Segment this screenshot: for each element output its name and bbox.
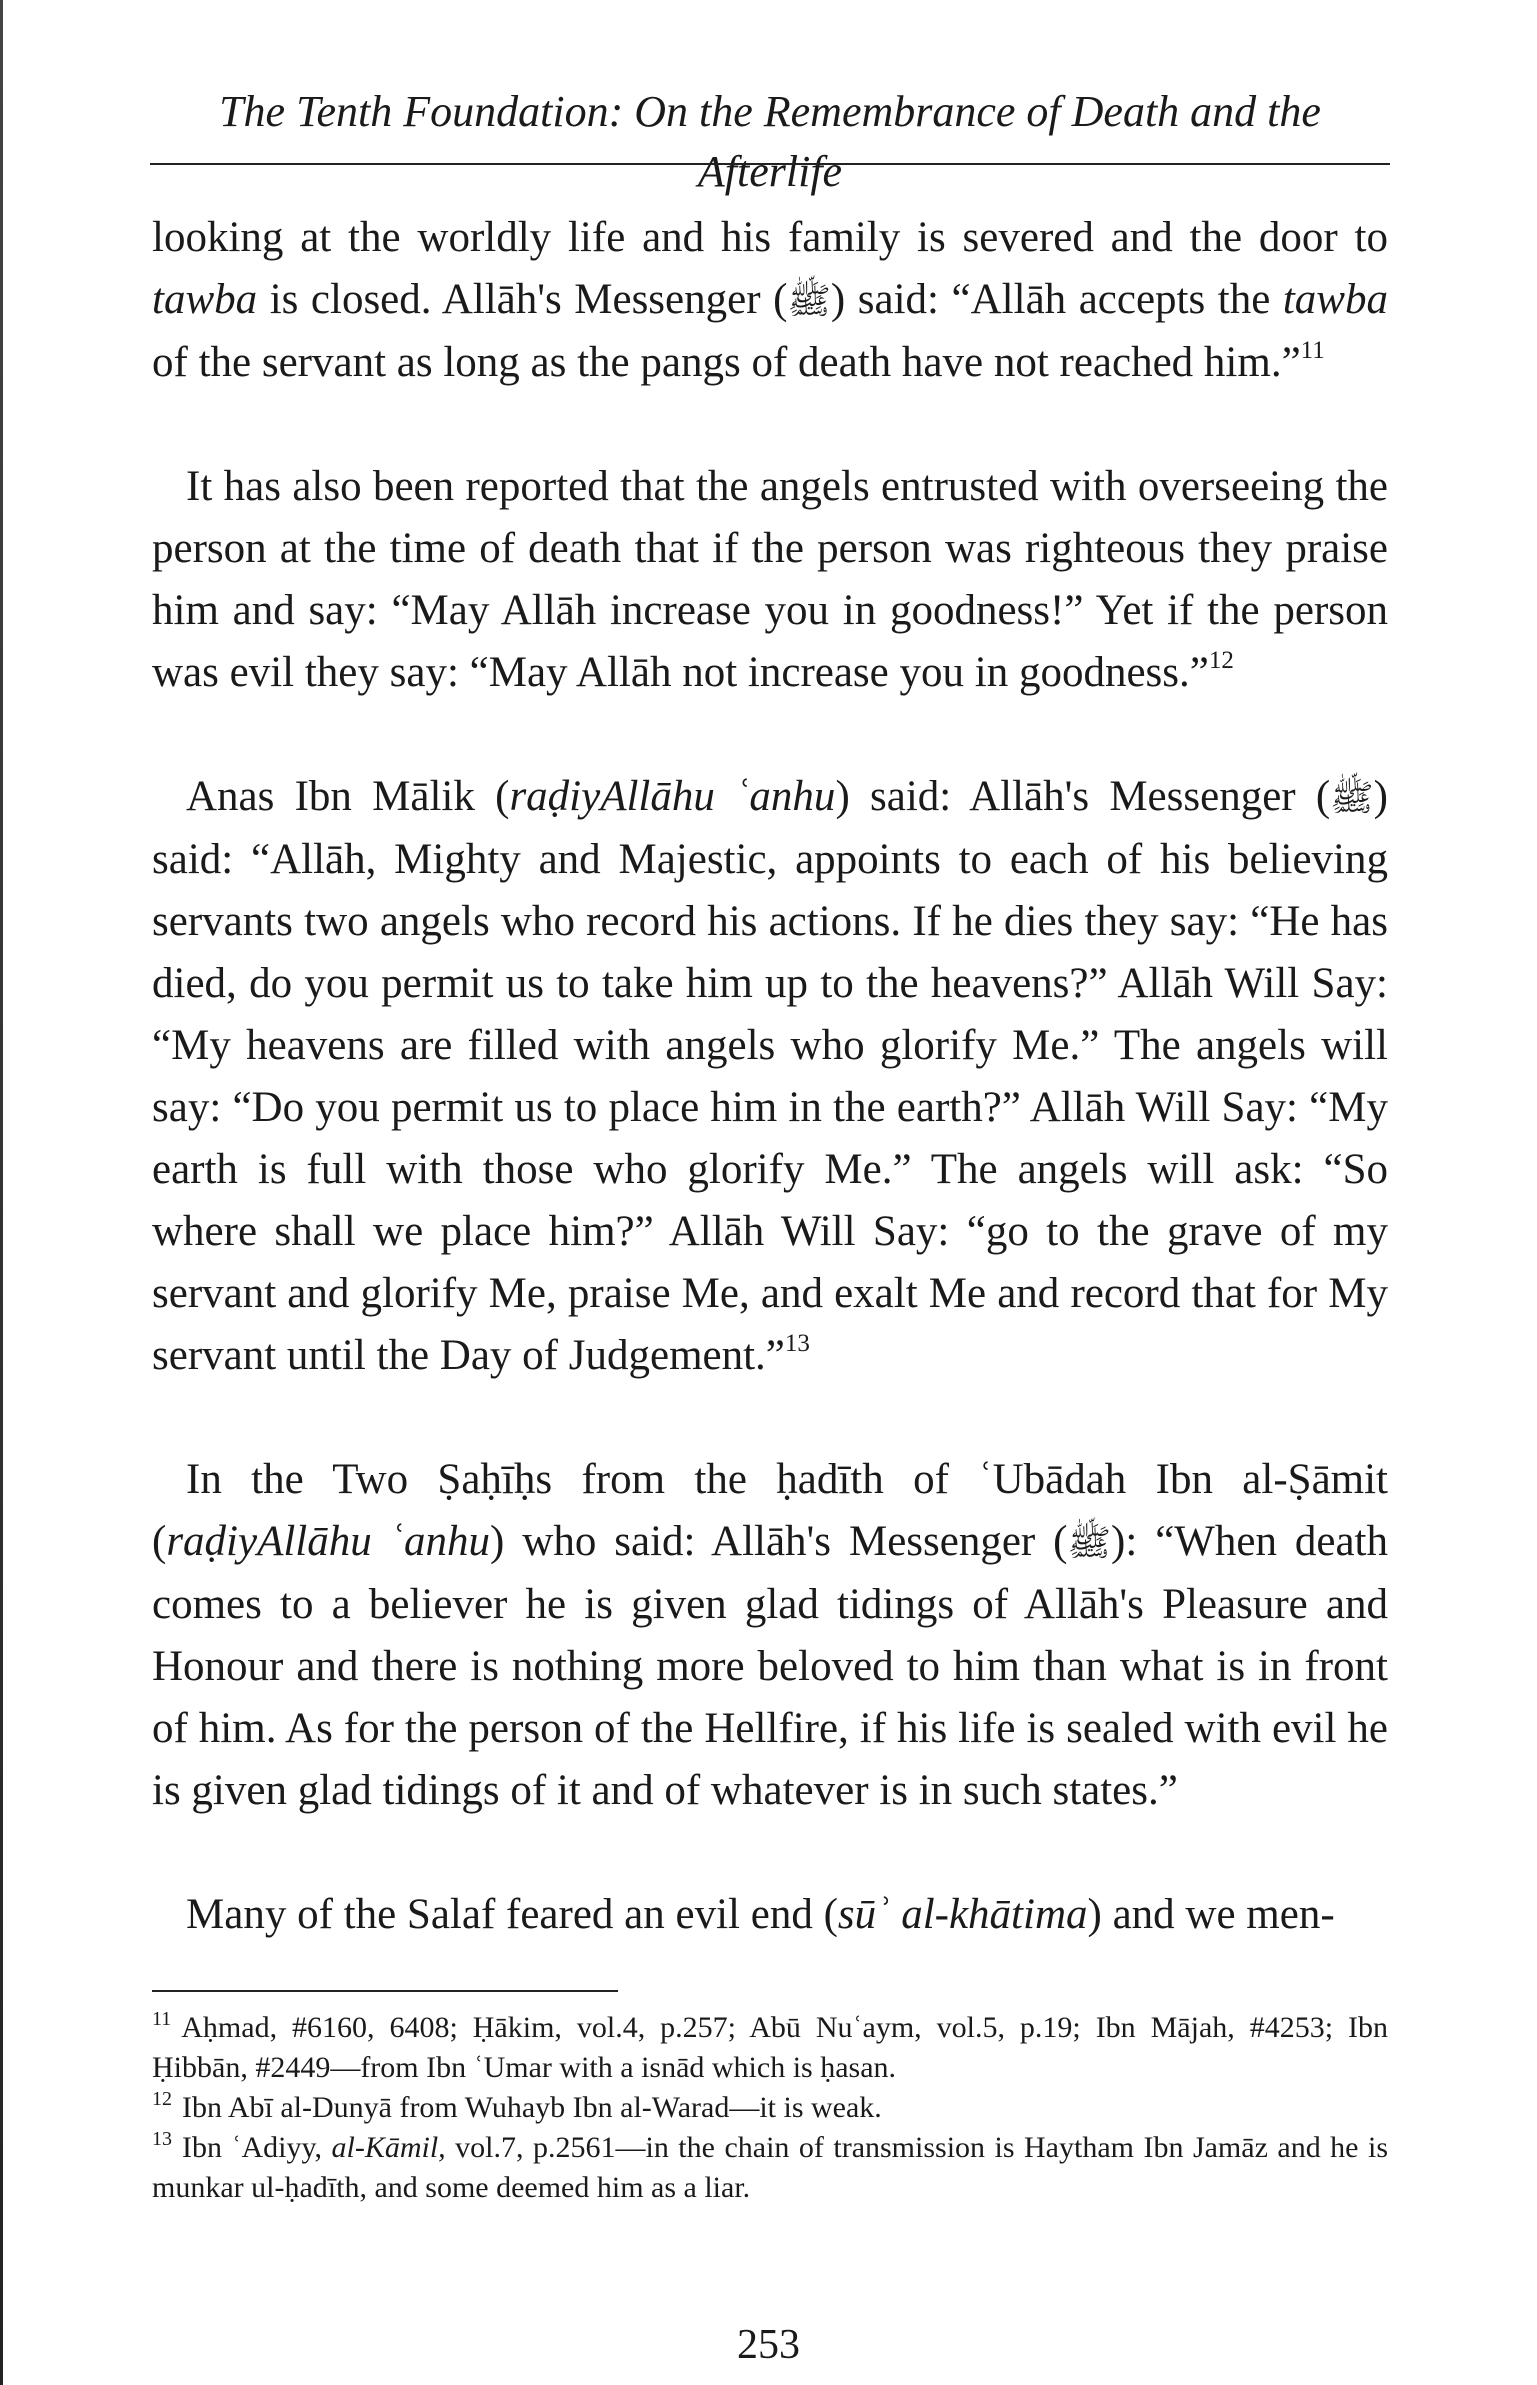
italic-term: sūʾ al-khātima: [837, 1891, 1088, 1938]
footnote-ref-13: 13: [784, 1330, 810, 1357]
page-number: 253: [737, 2322, 800, 2368]
italic-term: raḍiyAllāhu ʿanhu: [509, 773, 836, 820]
text-run: ): “When death comes to a believer he is given glad tidings of Allāh's Pleasure and Honour and there is nothing more beloved to him than what is in front of him. As for the person of the Hellfire, if his life is sealed with evil he is given glad tidings of it and of whatever is in such states.”: [152, 1518, 1389, 1814]
footnote-text: vol.7, p.2561—in the chain of transmission is Haytham Ibn Jamāz and he is munkar ul-ḥadīth, and some deemed him as a liar.: [152, 2131, 1388, 2204]
paragraph-1: [152, 207, 1388, 394]
text-run: ) said: “Allāh accepts the: [830, 276, 1283, 323]
italic-term: raḍiyAllāhu ʿanhu: [166, 1518, 491, 1565]
footnotes: [152, 2008, 1388, 2208]
text-run: It has also been reported that the angels entrusted with overseeing the person at the time of death that if the person was righteous they praise him and say: “May Allāh increase you in goodness!” Yet if the person was evil they say: “May Allāh not increase you in goodness.”: [152, 463, 1388, 696]
text-run: of the servant as long as the pangs of death have not reached him.”: [152, 339, 1301, 386]
paragraph-2: [152, 456, 1388, 704]
footnote-13: [152, 2128, 1388, 2208]
text-run: is closed. Allāh's Messenger (: [257, 276, 788, 323]
italic-term: tawba: [152, 276, 258, 323]
italic-term: tawba: [1282, 276, 1388, 323]
italic-title: al-Kāmil,: [331, 2131, 446, 2164]
text-run: ) said: “Allāh, Mighty and Majestic, appoints to each of his believing servants two angels who record his actions. If he dies they say: “He has died, do you permit us to take him up to the heavens?” Allāh Will Say: “My heavens are filled with angels who glorify Me.” The angels will say: “Do you permit us to place him in the earth?” Allāh Will Say: “My earth is full with those who glorify Me.” The angels will ask: “So where shall we place him?” Allāh Will Say: “go to the grave of my servant and glorify Me, praise Me, and exalt Me and record that for My servant until the Day of Judgement.”: [152, 773, 1388, 1379]
footnote-11: [152, 2008, 1388, 2088]
salutation-glyph: ﷺ: [1330, 778, 1374, 818]
salutation-glyph: ﷺ: [1067, 1523, 1111, 1563]
paragraph-3: [152, 766, 1388, 1387]
page-edge-shadow: [0, 0, 3, 2385]
salutation-glyph: ﷺ: [787, 281, 831, 321]
footnote-text: Ibn Abī al-Dunyā from Wuhayb Ibn al-Warad—it is weak.: [182, 2091, 882, 2124]
text-run: ) said: Allāh's Messenger (: [835, 773, 1331, 820]
footnote-rule: [152, 1990, 618, 1992]
footnote-text: Aḥmad, #6160, 6408; Ḥākim, vol.4, p.257; Abū Nuʿaym, vol.5, p.19; Ibn Mājah, #4253; Ibn Ḥibbān, #2449—from Ibn ʿUmar with a isnād which is ḥasan.: [152, 2011, 1388, 2084]
running-head: The Tenth Foundation: On the Remembrance of Death and the Afterlife: [219, 87, 1321, 196]
footnote-ref-12: 12: [1208, 647, 1234, 674]
paragraph-4: [152, 1449, 1388, 1822]
footnote-ref-11: 11: [1300, 337, 1325, 364]
text-run: ) and we men-: [1087, 1891, 1335, 1938]
footnote-12: [152, 2088, 1388, 2128]
body-text: [152, 207, 1388, 1946]
footnote-number: 12: [152, 2088, 172, 2110]
text-run: Anas Ibn Mālik (: [186, 773, 510, 820]
footnote-number: 11: [152, 2008, 172, 2030]
text-run: In the Two Ṣaḥīḥs from the ḥadīth of ʿUbādah Ibn al-Ṣāmit (: [152, 1456, 1388, 1565]
paragraph-5: [152, 1884, 1388, 1946]
text-run: ) who said: Allāh's Messenger (: [490, 1518, 1068, 1565]
header-rule: [150, 163, 1390, 165]
text-run: looking at the worldly life and his family is severed and the door to: [152, 214, 1388, 261]
text-run: Many of the Salaf feared an evil end (: [186, 1891, 838, 1938]
footnote-text: Ibn ʿAdiyy,: [182, 2131, 332, 2164]
footnote-number: 13: [152, 2128, 172, 2150]
